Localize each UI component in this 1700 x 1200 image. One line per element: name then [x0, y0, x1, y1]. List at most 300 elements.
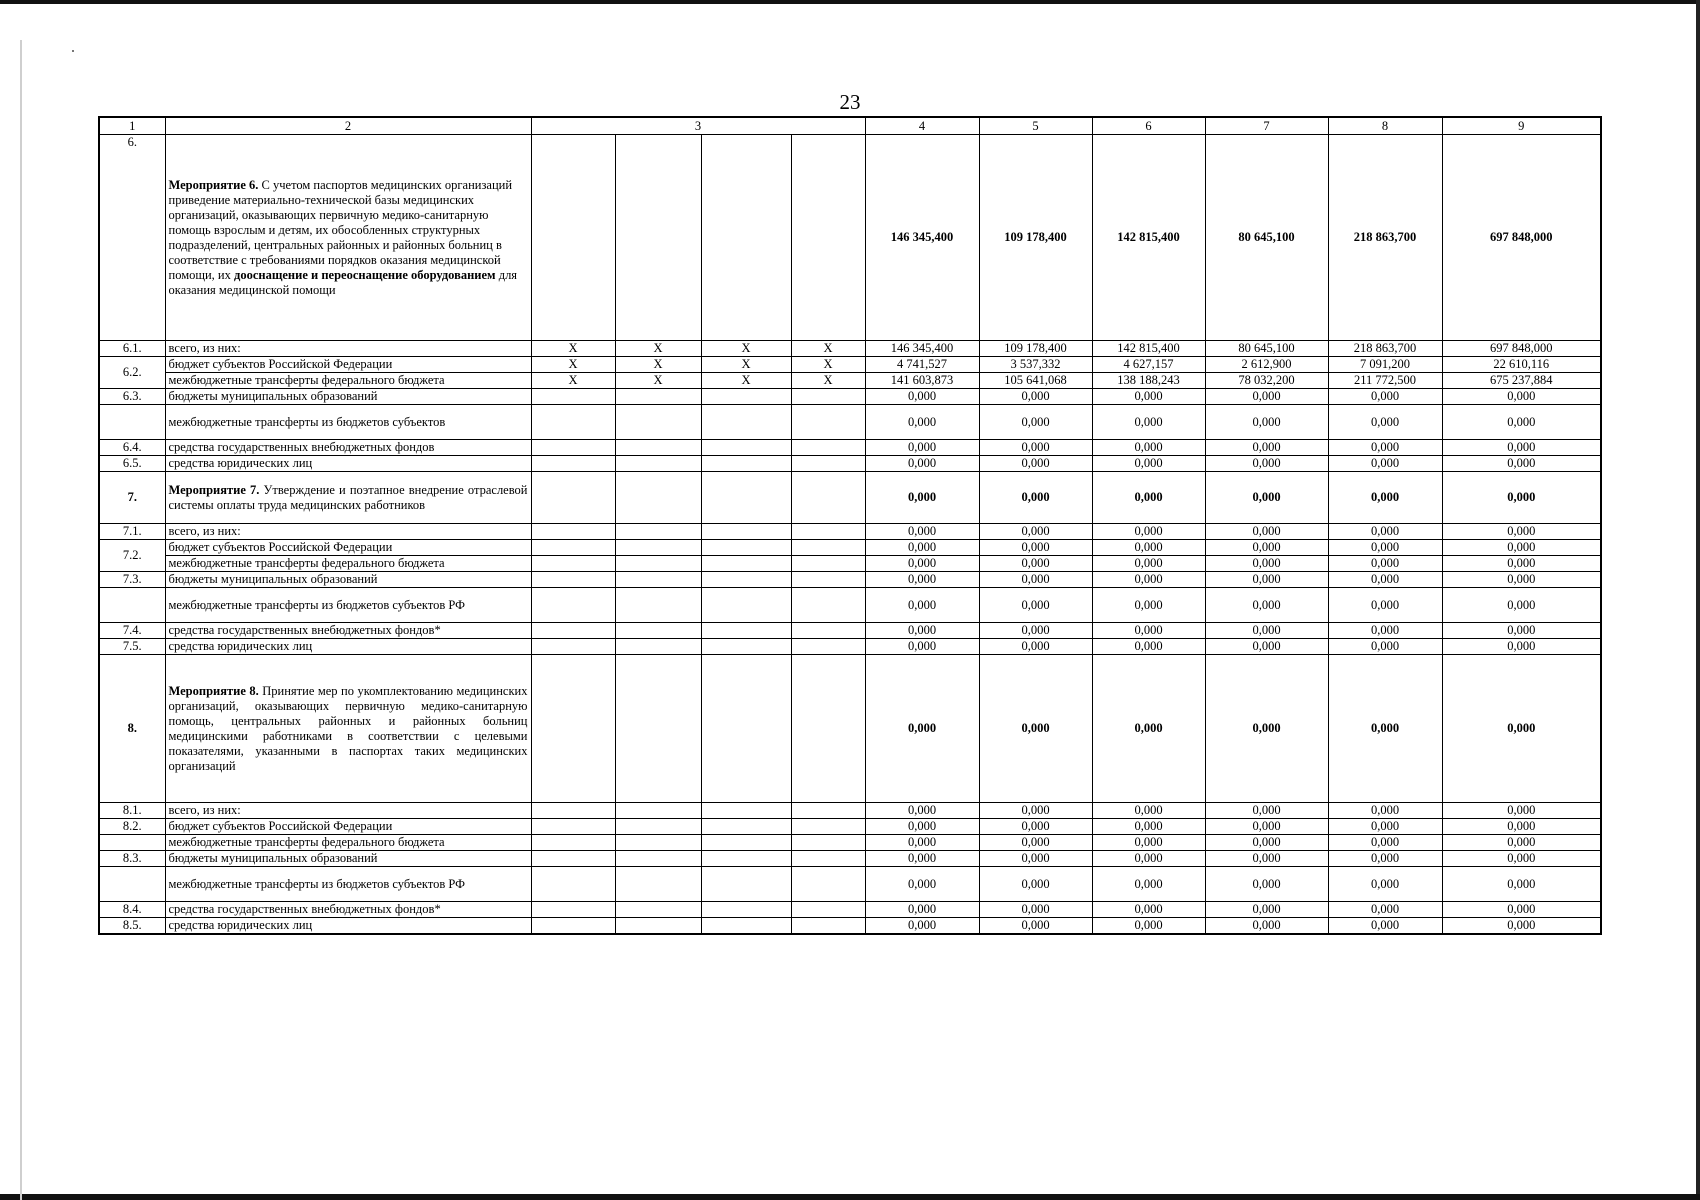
value-col-7: 78 032,200	[1205, 373, 1328, 389]
col3-sub-2	[615, 639, 701, 655]
col3-sub-2	[615, 405, 701, 440]
col3-sub-3	[701, 588, 791, 623]
col3-sub-4	[791, 851, 865, 867]
value-col-5: 105 641,068	[979, 373, 1092, 389]
col3-sub-2	[615, 918, 701, 935]
value-col-4: 0,000	[865, 472, 979, 524]
value-col-9: 0,000	[1442, 851, 1601, 867]
col3-sub-4	[791, 902, 865, 918]
value-col-6: 0,000	[1092, 851, 1205, 867]
value-col-4: 0,000	[865, 867, 979, 902]
table-row	[99, 472, 1601, 524]
value-col-7: 0,000	[1205, 835, 1328, 851]
col3-sub-4	[791, 572, 865, 588]
header-col-3: 3	[531, 117, 865, 135]
funding-source-label: бюджет субъектов Российской Федерации	[165, 540, 531, 556]
value-col-5: 0,000	[979, 655, 1092, 803]
col3-sub-2: X	[615, 341, 701, 357]
value-col-5: 0,000	[979, 835, 1092, 851]
value-col-7: 2 612,900	[1205, 357, 1328, 373]
col3-sub-2	[615, 524, 701, 540]
value-col-8: 7 091,200	[1328, 357, 1442, 373]
col3-sub-2	[615, 803, 701, 819]
value-col-4: 0,000	[865, 902, 979, 918]
table-row	[99, 851, 1601, 867]
funding-source-label: бюджеты муниципальных образований	[165, 572, 531, 588]
col3-sub-1	[531, 540, 615, 556]
funding-source-label: средства государственных внебюджетных фондов*	[165, 623, 531, 639]
value-col-7: 80 645,100	[1205, 341, 1328, 357]
row-number	[99, 405, 165, 440]
value-col-5: 0,000	[979, 440, 1092, 456]
col3-sub-3	[701, 389, 791, 405]
funding-source-label: средства государственных внебюджетных фондов	[165, 440, 531, 456]
value-col-8: 0,000	[1328, 623, 1442, 639]
table-row	[99, 835, 1601, 851]
value-col-9: 697 848,000	[1442, 341, 1601, 357]
row-number: 6.	[99, 135, 165, 341]
value-col-9: 675 237,884	[1442, 373, 1601, 389]
value-col-5: 0,000	[979, 456, 1092, 472]
col3-sub-3	[701, 835, 791, 851]
measure-description	[165, 135, 531, 341]
funding-source-label: бюджеты муниципальных образований	[165, 851, 531, 867]
table-row	[99, 524, 1601, 540]
row-number: 6.5.	[99, 456, 165, 472]
value-col-6: 0,000	[1092, 835, 1205, 851]
funding-source-label: средства юридических лиц	[165, 639, 531, 655]
value-col-4: 0,000	[865, 588, 979, 623]
value-col-7: 0,000	[1205, 918, 1328, 935]
scan-edge-right	[1696, 0, 1700, 1200]
value-col-8: 0,000	[1328, 572, 1442, 588]
col3-sub-2	[615, 556, 701, 572]
col3-sub-2	[615, 867, 701, 902]
value-col-4: 0,000	[865, 540, 979, 556]
table-row	[99, 135, 1601, 341]
value-col-7: 0,000	[1205, 456, 1328, 472]
col3-sub-4: X	[791, 341, 865, 357]
value-col-5: 0,000	[979, 819, 1092, 835]
col3-sub-2	[615, 588, 701, 623]
col3-sub-4	[791, 588, 865, 623]
value-col-4: 0,000	[865, 851, 979, 867]
value-col-6: 0,000	[1092, 456, 1205, 472]
value-col-5: 0,000	[979, 472, 1092, 524]
page-number: 23	[839, 90, 861, 114]
value-col-8: 211 772,500	[1328, 373, 1442, 389]
value-col-6: 0,000	[1092, 803, 1205, 819]
measure-text-emphasis: дооснащение и переоснащение оборудованием	[234, 267, 496, 282]
row-number: 8.3.	[99, 851, 165, 867]
value-col-6: 0,000	[1092, 902, 1205, 918]
value-col-7: 0,000	[1205, 639, 1328, 655]
value-col-7: 0,000	[1205, 440, 1328, 456]
col3-sub-3	[701, 456, 791, 472]
col3-sub-4	[791, 440, 865, 456]
col3-sub-2	[615, 389, 701, 405]
header-col-2: 2	[165, 117, 531, 135]
col3-sub-1	[531, 456, 615, 472]
col3-sub-3	[701, 405, 791, 440]
scan-edge-left	[20, 40, 22, 1200]
table-row	[99, 867, 1601, 902]
col3-sub-1	[531, 135, 615, 341]
col3-sub-1	[531, 389, 615, 405]
value-col-4: 146 345,400	[865, 341, 979, 357]
col3-sub-3	[701, 867, 791, 902]
table-row	[99, 405, 1601, 440]
col3-sub-4	[791, 819, 865, 835]
funding-source-label: всего, из них:	[165, 524, 531, 540]
value-col-4: 0,000	[865, 835, 979, 851]
funding-source-label: всего, из них:	[165, 803, 531, 819]
col3-sub-3	[701, 135, 791, 341]
row-number	[99, 588, 165, 623]
col3-sub-3	[701, 918, 791, 935]
value-col-5: 109 178,400	[979, 135, 1092, 341]
value-col-9: 0,000	[1442, 819, 1601, 835]
measure-text: Утверждение и поэтапное внедрение отраслевой системы оплаты труда медицинских работников	[168, 482, 528, 512]
table-row	[99, 918, 1601, 935]
value-col-8: 0,000	[1328, 655, 1442, 803]
value-col-9: 0,000	[1442, 389, 1601, 405]
value-col-7: 0,000	[1205, 851, 1328, 867]
col3-sub-4	[791, 803, 865, 819]
value-col-7: 0,000	[1205, 867, 1328, 902]
col3-sub-2: X	[615, 357, 701, 373]
row-number: 7.4.	[99, 623, 165, 639]
value-col-6: 0,000	[1092, 524, 1205, 540]
value-col-9: 0,000	[1442, 472, 1601, 524]
col3-sub-3: X	[701, 341, 791, 357]
value-col-7: 80 645,100	[1205, 135, 1328, 341]
funding-source-label: средства юридических лиц	[165, 918, 531, 935]
value-col-8: 0,000	[1328, 851, 1442, 867]
value-col-6: 0,000	[1092, 819, 1205, 835]
col3-sub-4	[791, 389, 865, 405]
table-row	[99, 440, 1601, 456]
value-col-9: 697 848,000	[1442, 135, 1601, 341]
header-col-7: 7	[1205, 117, 1328, 135]
col3-sub-3: X	[701, 373, 791, 389]
table-row	[99, 623, 1601, 639]
col3-sub-1	[531, 819, 615, 835]
table-body	[99, 135, 1601, 935]
col3-sub-4	[791, 623, 865, 639]
value-col-9: 0,000	[1442, 623, 1601, 639]
measure-description	[165, 472, 531, 524]
value-col-9: 0,000	[1442, 440, 1601, 456]
funding-source-label: средства юридических лиц	[165, 456, 531, 472]
value-col-8: 0,000	[1328, 440, 1442, 456]
value-col-8: 0,000	[1328, 540, 1442, 556]
value-col-5: 0,000	[979, 588, 1092, 623]
value-col-5: 3 537,332	[979, 357, 1092, 373]
measure-title: Мероприятие 6.	[168, 177, 259, 192]
value-col-4: 0,000	[865, 389, 979, 405]
value-col-6: 0,000	[1092, 918, 1205, 935]
col3-sub-2	[615, 655, 701, 803]
col3-sub-1	[531, 572, 615, 588]
col3-sub-1	[531, 902, 615, 918]
col3-sub-2	[615, 623, 701, 639]
row-number: 8.4.	[99, 902, 165, 918]
value-col-9: 0,000	[1442, 902, 1601, 918]
row-number	[99, 867, 165, 902]
value-col-6: 0,000	[1092, 639, 1205, 655]
value-col-8: 0,000	[1328, 389, 1442, 405]
budget-table	[98, 116, 1602, 935]
row-number: 7.	[99, 472, 165, 524]
col3-sub-3	[701, 819, 791, 835]
col3-sub-1	[531, 588, 615, 623]
col3-sub-4	[791, 835, 865, 851]
header-col-1: 1	[99, 117, 165, 135]
value-col-9: 0,000	[1442, 588, 1601, 623]
value-col-9: 0,000	[1442, 524, 1601, 540]
table-row	[99, 389, 1601, 405]
scan-edge-bottom	[0, 1194, 1700, 1200]
measure-title: Мероприятие 8.	[168, 683, 259, 698]
funding-source-label: межбюджетные трансферты федерального бюджета	[165, 373, 531, 389]
value-col-5: 0,000	[979, 572, 1092, 588]
value-col-6: 0,000	[1092, 867, 1205, 902]
value-col-5: 0,000	[979, 524, 1092, 540]
funding-source-label: межбюджетные трансферты из бюджетов субъектов РФ	[165, 588, 531, 623]
col3-sub-2	[615, 456, 701, 472]
value-col-6: 4 627,157	[1092, 357, 1205, 373]
col3-sub-3	[701, 623, 791, 639]
header-col-6: 6	[1092, 117, 1205, 135]
funding-source-label: межбюджетные трансферты федерального бюджета	[165, 835, 531, 851]
value-col-8: 0,000	[1328, 639, 1442, 655]
row-number: 8.1.	[99, 803, 165, 819]
value-col-8: 0,000	[1328, 405, 1442, 440]
value-col-4: 0,000	[865, 440, 979, 456]
col3-sub-1	[531, 524, 615, 540]
value-col-6: 0,000	[1092, 540, 1205, 556]
value-col-5: 0,000	[979, 918, 1092, 935]
value-col-8: 218 863,700	[1328, 135, 1442, 341]
col3-sub-2: X	[615, 373, 701, 389]
col3-sub-3	[701, 440, 791, 456]
value-col-6: 0,000	[1092, 623, 1205, 639]
col3-sub-4	[791, 472, 865, 524]
value-col-6: 0,000	[1092, 655, 1205, 803]
value-col-5: 0,000	[979, 389, 1092, 405]
col3-sub-4	[791, 456, 865, 472]
funding-source-label: бюджеты муниципальных образований	[165, 389, 531, 405]
col3-sub-2	[615, 835, 701, 851]
col3-sub-1	[531, 405, 615, 440]
value-col-6: 0,000	[1092, 405, 1205, 440]
value-col-4: 0,000	[865, 639, 979, 655]
col3-sub-1	[531, 655, 615, 803]
value-col-6: 0,000	[1092, 472, 1205, 524]
col3-sub-3	[701, 655, 791, 803]
header-col-5: 5	[979, 117, 1092, 135]
row-number: 6.3.	[99, 389, 165, 405]
value-col-4: 4 741,527	[865, 357, 979, 373]
col3-sub-2	[615, 540, 701, 556]
col3-sub-2	[615, 819, 701, 835]
value-col-9: 22 610,116	[1442, 357, 1601, 373]
value-col-6: 0,000	[1092, 440, 1205, 456]
value-col-9: 0,000	[1442, 556, 1601, 572]
value-col-7: 0,000	[1205, 556, 1328, 572]
value-col-9: 0,000	[1442, 918, 1601, 935]
header-col-4: 4	[865, 117, 979, 135]
value-col-7: 0,000	[1205, 623, 1328, 639]
value-col-8: 0,000	[1328, 867, 1442, 902]
row-number: 7.1.	[99, 524, 165, 540]
header-col-9: 9	[1442, 117, 1601, 135]
row-number: 6.2.	[99, 357, 165, 389]
table-row	[99, 819, 1601, 835]
col3-sub-4	[791, 556, 865, 572]
value-col-8: 0,000	[1328, 902, 1442, 918]
table-row	[99, 341, 1601, 357]
col3-sub-3	[701, 524, 791, 540]
value-col-4: 0,000	[865, 524, 979, 540]
value-col-9: 0,000	[1442, 456, 1601, 472]
row-number: 8.2.	[99, 819, 165, 835]
col3-sub-3	[701, 902, 791, 918]
col3-sub-3: X	[701, 357, 791, 373]
value-col-6: 142 815,400	[1092, 135, 1205, 341]
value-col-4: 0,000	[865, 918, 979, 935]
col3-sub-3	[701, 639, 791, 655]
value-col-7: 0,000	[1205, 572, 1328, 588]
col3-sub-2	[615, 472, 701, 524]
value-col-5: 109 178,400	[979, 341, 1092, 357]
col3-sub-3	[701, 851, 791, 867]
value-col-7: 0,000	[1205, 803, 1328, 819]
value-col-4: 141 603,873	[865, 373, 979, 389]
table-row	[99, 540, 1601, 556]
value-col-5: 0,000	[979, 556, 1092, 572]
col3-sub-1: X	[531, 373, 615, 389]
value-col-7: 0,000	[1205, 902, 1328, 918]
value-col-8: 0,000	[1328, 835, 1442, 851]
col3-sub-1	[531, 440, 615, 456]
value-col-7: 0,000	[1205, 405, 1328, 440]
col3-sub-2	[615, 440, 701, 456]
value-col-9: 0,000	[1442, 867, 1601, 902]
col3-sub-3	[701, 472, 791, 524]
col3-sub-1	[531, 472, 615, 524]
table-row	[99, 902, 1601, 918]
col3-sub-3	[701, 556, 791, 572]
table-row	[99, 655, 1601, 803]
table-row	[99, 456, 1601, 472]
table-row	[99, 373, 1601, 389]
value-col-6: 138 188,243	[1092, 373, 1205, 389]
table-row	[99, 588, 1601, 623]
col3-sub-1	[531, 639, 615, 655]
table-row	[99, 572, 1601, 588]
value-col-6: 0,000	[1092, 588, 1205, 623]
value-col-4: 0,000	[865, 623, 979, 639]
value-col-5: 0,000	[979, 867, 1092, 902]
value-col-5: 0,000	[979, 405, 1092, 440]
col3-sub-1	[531, 803, 615, 819]
value-col-8: 0,000	[1328, 803, 1442, 819]
measure-title: Мероприятие 7.	[168, 482, 260, 497]
row-number: 6.1.	[99, 341, 165, 357]
value-col-4: 0,000	[865, 572, 979, 588]
value-col-7: 0,000	[1205, 655, 1328, 803]
row-number	[99, 835, 165, 851]
value-col-6: 0,000	[1092, 556, 1205, 572]
table-header-row	[99, 117, 1601, 135]
scan-speck	[72, 50, 74, 52]
value-col-5: 0,000	[979, 540, 1092, 556]
value-col-8: 0,000	[1328, 456, 1442, 472]
value-col-7: 0,000	[1205, 389, 1328, 405]
funding-source-label: межбюджетные трансферты из бюджетов субъектов РФ	[165, 867, 531, 902]
value-col-5: 0,000	[979, 851, 1092, 867]
value-col-8: 0,000	[1328, 918, 1442, 935]
funding-source-label: бюджет субъектов Российской Федерации	[165, 357, 531, 373]
measure-text: С учетом паспортов медицинских организаций приведение материально-технической базы медицинских организаций, оказывающих первичную медико-санитарную помощь взрослым и детям, их обособленных структурных подразделений, центральных районных и районных больниц в соответствие с требованиями порядков оказания медицинской помощи, их	[168, 177, 513, 282]
col3-sub-1: X	[531, 357, 615, 373]
table-row	[99, 556, 1601, 572]
value-col-4: 0,000	[865, 456, 979, 472]
measure-text: Принятие мер по укомплектованию медицинских организаций, оказывающих первичную медико-санитарную помощь, центральных районных и районных больниц медицинскими работниками в соответствии с целевыми показателями, указанными в паспортах таких медицинских организаций	[168, 683, 528, 773]
col3-sub-3	[701, 803, 791, 819]
col3-sub-4	[791, 135, 865, 341]
col3-sub-3	[701, 572, 791, 588]
col3-sub-1	[531, 835, 615, 851]
value-col-4: 0,000	[865, 405, 979, 440]
value-col-6: 0,000	[1092, 572, 1205, 588]
value-col-8: 0,000	[1328, 819, 1442, 835]
col3-sub-1: X	[531, 341, 615, 357]
table-row	[99, 357, 1601, 373]
col3-sub-4	[791, 867, 865, 902]
funding-source-label: межбюджетные трансферты из бюджетов субъектов	[165, 405, 531, 440]
col3-sub-2	[615, 135, 701, 341]
col3-sub-1	[531, 851, 615, 867]
col3-sub-2	[615, 572, 701, 588]
value-col-5: 0,000	[979, 902, 1092, 918]
value-col-4: 0,000	[865, 819, 979, 835]
value-col-7: 0,000	[1205, 819, 1328, 835]
value-col-7: 0,000	[1205, 524, 1328, 540]
value-col-4: 0,000	[865, 556, 979, 572]
row-number: 7.5.	[99, 639, 165, 655]
value-col-6: 0,000	[1092, 389, 1205, 405]
col3-sub-4	[791, 405, 865, 440]
value-col-4: 0,000	[865, 803, 979, 819]
col3-sub-4: X	[791, 357, 865, 373]
col3-sub-4	[791, 524, 865, 540]
funding-source-label: межбюджетные трансферты федерального бюджета	[165, 556, 531, 572]
col3-sub-4	[791, 540, 865, 556]
value-col-8: 0,000	[1328, 588, 1442, 623]
value-col-5: 0,000	[979, 623, 1092, 639]
col3-sub-4	[791, 918, 865, 935]
col3-sub-3	[701, 540, 791, 556]
measure-text-tail: для оказания медицинской помощи	[168, 267, 518, 297]
value-col-7: 0,000	[1205, 540, 1328, 556]
col3-sub-1	[531, 623, 615, 639]
row-number: 8.	[99, 655, 165, 803]
value-col-7: 0,000	[1205, 472, 1328, 524]
col3-sub-4	[791, 655, 865, 803]
